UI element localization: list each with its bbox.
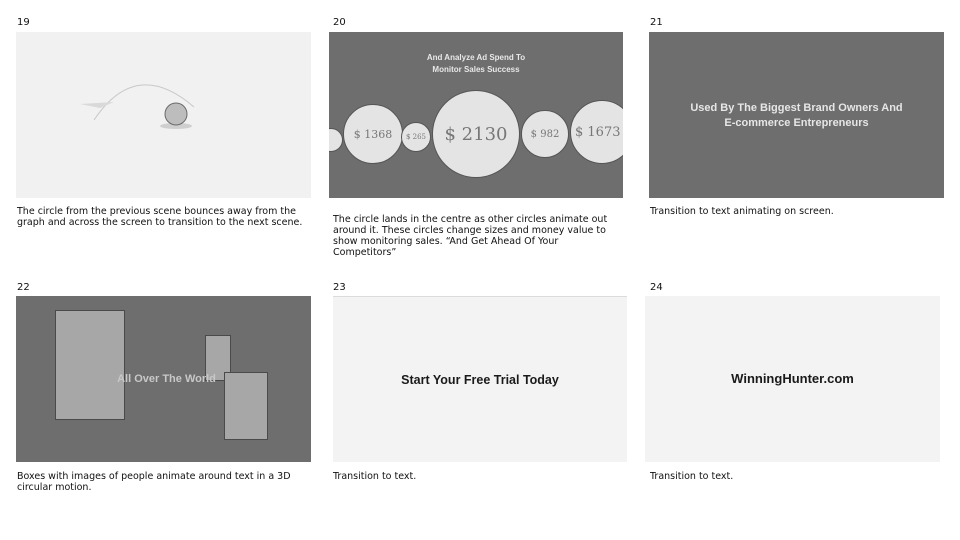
scene-caption: Transition to text. — [333, 471, 417, 482]
scene-number: 19 — [17, 17, 30, 28]
scene-24-frame — [645, 296, 940, 462]
scene-20-frame — [329, 32, 623, 198]
money-bubble: $ 1673 — [570, 100, 623, 164]
scene-number: 22 — [17, 282, 30, 293]
scene-caption: Boxes with images of people animate around text in a 3D circular motion. — [17, 471, 291, 493]
scene-number: 21 — [650, 17, 663, 28]
scene-caption: The circle from the previous scene bounces away from the graph and across the screen to transition to the next scene. — [17, 206, 303, 228]
scene-number: 20 — [333, 17, 346, 28]
person-image-box — [55, 310, 125, 420]
scene-21-frame — [649, 32, 944, 198]
partial-bubble — [329, 128, 343, 152]
frame-heading — [649, 101, 944, 131]
money-bubble: $ 982 — [521, 110, 569, 158]
scene-23-frame — [333, 296, 627, 462]
money-bubble: $ 1368 — [343, 104, 403, 164]
frame-heading — [329, 52, 623, 76]
heading-line: E-commerce Entrepreneurs — [724, 117, 869, 129]
bounce-illustration — [16, 32, 311, 198]
bouncing-circle — [165, 103, 187, 125]
scene-number: 24 — [650, 282, 663, 293]
heading-line: Used By The Biggest Brand Owners And — [690, 102, 903, 114]
scene-caption: Transition to text animating on screen. — [650, 206, 834, 217]
scene-caption: The circle lands in the centre as other circles animate out around it. These circles change sizes and money value to show monitoring sales. “And Get Ahead Of Your Competitors” — [333, 214, 608, 258]
heading-line: Monitor Sales Success — [432, 65, 520, 74]
scene-caption: Transition to text. — [650, 471, 734, 482]
frame-heading: WinningHunter.com — [731, 371, 854, 386]
scene-number: 23 — [333, 282, 346, 293]
heading-line: And Analyze Ad Spend To — [426, 53, 526, 62]
scene-19-frame — [16, 32, 311, 198]
frame-heading: All Over The World — [117, 373, 216, 385]
money-bubble: $ 265 — [401, 122, 431, 152]
graph-shadow — [80, 102, 114, 108]
frame-heading: Start Your Free Trial Today — [401, 373, 559, 387]
scene-22-frame — [16, 296, 311, 462]
person-image-box — [224, 372, 268, 440]
money-bubble: $ 2130 — [432, 90, 520, 178]
